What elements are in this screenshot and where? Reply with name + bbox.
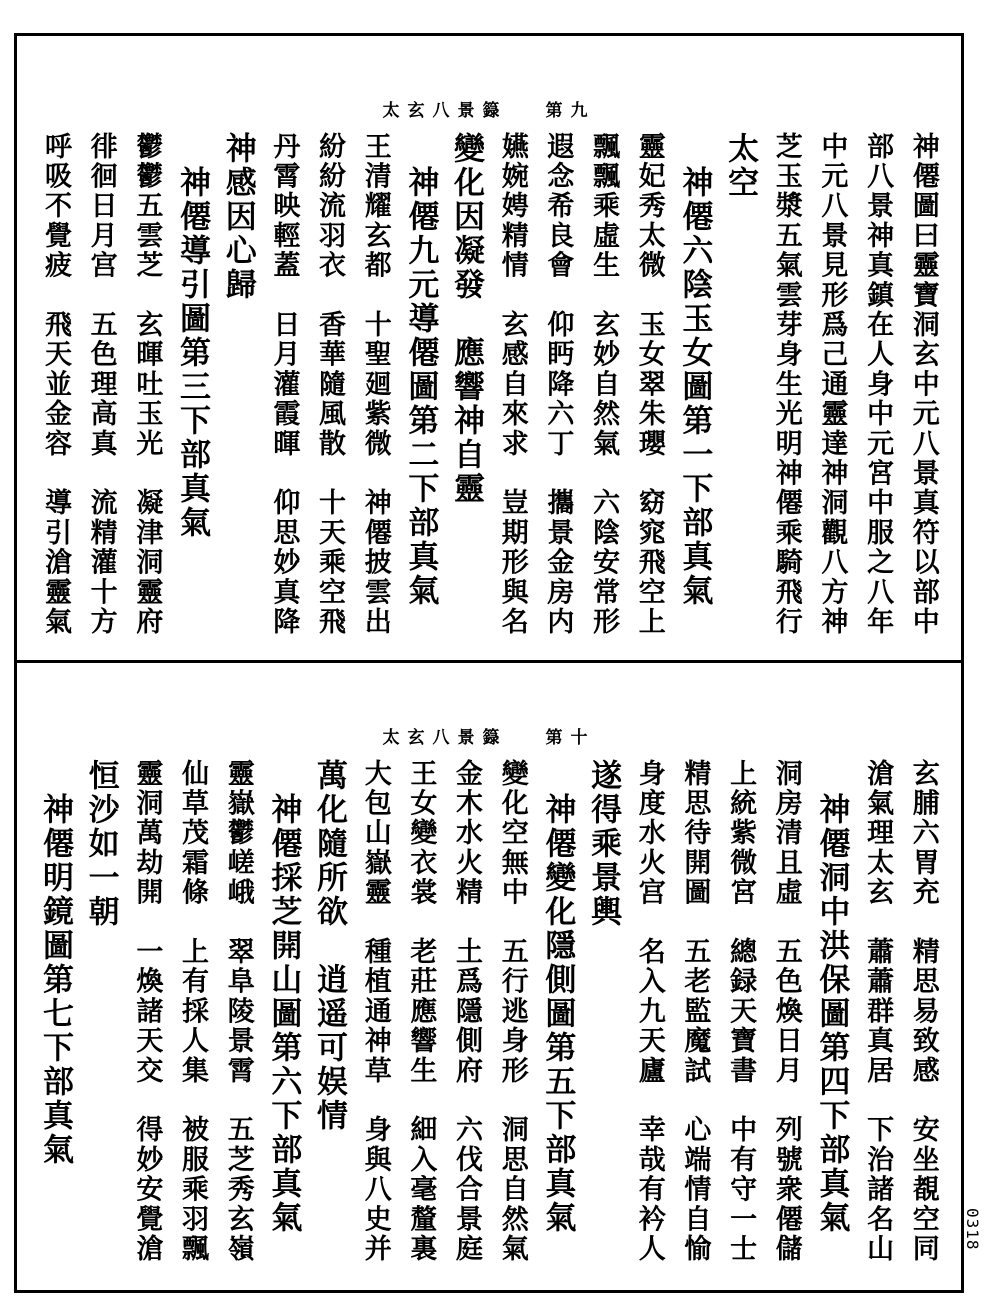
- text-column: 呼吸不覺疲 飛天並金容 導引滄靈氣: [40, 132, 71, 637]
- header-title: 太玄八景籙: [382, 101, 508, 121]
- text-column: 遐念希良會 仰眄降六丁 攜景金房内: [542, 132, 574, 637]
- text-column: 王清耀玄都 十聖廻紫微 神僊披雲出: [359, 132, 391, 637]
- text-column: 神僊導引圖第三下部真氣: [174, 132, 211, 540]
- text-column: 神僊明鏡圖第七下部真氣: [37, 759, 73, 1167]
- text-column: 變化因凝發 應響神自靈: [448, 132, 485, 506]
- text-column: 部八景神真鎮在人身中元宮中服之八年: [862, 132, 894, 637]
- text-column: 神僊九元導僊圖第二下部真氣: [402, 132, 439, 608]
- text-column: 洞房清且虛 五色煥日月 列號衆僊儲: [770, 759, 802, 1264]
- text-column: 滄氣理太玄 蕭蕭群真居 下治諸名山: [862, 759, 894, 1264]
- page-number: 0318: [963, 1208, 982, 1251]
- header-page: 第十: [545, 728, 596, 748]
- text-column: 靈嶽鬱嵯峨 翠阜陵景霄 五芝秀玄嶺: [222, 759, 254, 1264]
- text-column: 神僊採芝開山圖第六下部真氣: [265, 759, 302, 1235]
- header-title: 太玄八景籙: [382, 728, 508, 748]
- text-column: 中元八景見形爲己通靈達神洞觀八方神: [816, 132, 848, 637]
- text-column: 丹霄映輕蓋 日月灌霞暉 仰思妙真降: [268, 132, 300, 637]
- text-column: 身度水火宫 名入九天廬 幸哉有衿人: [633, 759, 665, 1264]
- top-panel: [17, 36, 961, 663]
- text-column: 神僊六陰玉女圖第一下部真氣: [676, 132, 713, 608]
- text-column: 玄脯六胃充 精思易致感 安坐覩空同: [907, 759, 939, 1264]
- text-column: 飄飄乘虛生 玄妙自然氣 六陰安常形: [588, 132, 620, 637]
- text-column: 仙草茂霜條 上有採人集 被服乘羽飄: [177, 759, 209, 1264]
- running-header: [17, 96, 961, 121]
- text-column: 王女變衣裳 老莊應響生 細入毫釐裏: [405, 759, 437, 1264]
- text-column: 變化空無中 五行逃身形 洞思自然氣: [496, 759, 528, 1264]
- text-column: 紛紛流羽衣 香華隨風散 十天乘空飛: [314, 132, 346, 637]
- text-column: 太空: [722, 132, 759, 200]
- page-frame: [14, 33, 964, 1293]
- text-column: 精思待開圖 五老監魔試 心端情自愉: [679, 759, 711, 1264]
- text-column: 遂得乘景輿: [585, 759, 622, 929]
- text-column: 金木水火精 土爲隱側府 六伐合景庭: [451, 759, 483, 1264]
- header-page: 第九: [545, 101, 596, 121]
- text-column: 上統紫微宮 總録天寶書 中有守一士: [725, 759, 757, 1264]
- text-column: 神感因心歸: [219, 132, 256, 302]
- text-columns: [33, 759, 945, 1270]
- text-column: 神僊圖曰靈寶洞玄中元八景真符以部中: [907, 132, 939, 637]
- text-column: 神僊洞中洪保圖第四下部真氣: [813, 759, 850, 1235]
- text-column: 恒沙如一朝: [82, 759, 119, 929]
- text-column: 嬿婉娉精情 玄感自來求 豈期形與名: [496, 132, 528, 637]
- text-column: 靈妃秀太微 玉女翠朱瓔 窈窕飛空上: [633, 132, 665, 637]
- bottom-panel: [17, 663, 961, 1290]
- text-column: 萬化隨所欲 逍遥可娱情: [311, 759, 348, 1133]
- text-column: 靈洞萬劫開 一煥諸天交 得妙安覺滄: [131, 759, 163, 1264]
- text-column: 鬱鬱五雲芝 玄暉吐玉光 凝津洞靈府: [131, 132, 163, 637]
- text-columns: [33, 132, 945, 640]
- text-column: 徘徊日月宫 五色理高真 流精灌十方: [85, 132, 117, 637]
- text-column: 大包山嶽靈 種植通神草 身與八史并: [359, 759, 391, 1264]
- running-header: [17, 723, 961, 748]
- text-column: 神僊變化隱側圖第五下部真氣: [539, 759, 576, 1235]
- text-column: 芝玉漿五氣雲芽身生光明神僊乘騎飛行: [770, 132, 802, 637]
